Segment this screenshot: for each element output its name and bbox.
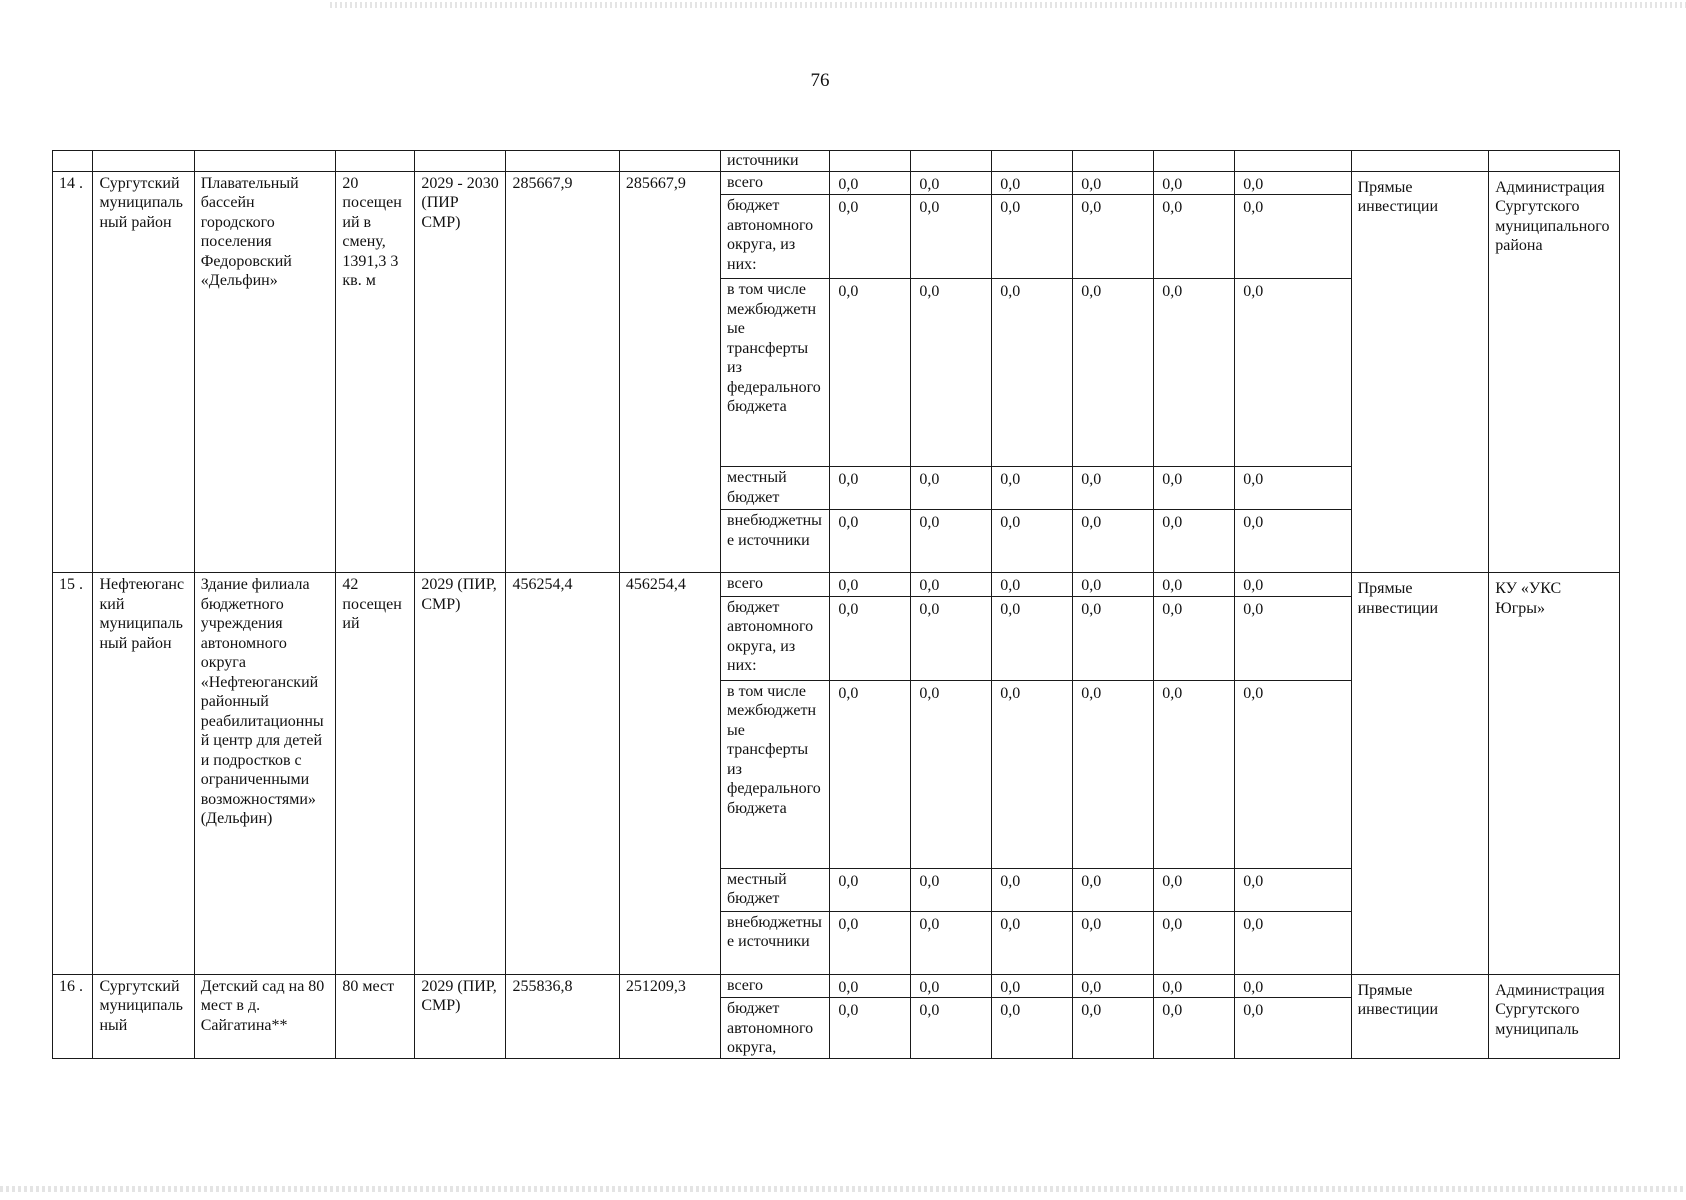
value-cell: 0,0 <box>1154 680 1235 868</box>
header-continuation-row <box>53 151 1620 172</box>
value-cell: 0,0 <box>1073 596 1154 680</box>
value-cell: 0,0 <box>911 974 992 998</box>
value-cell: 0,0 <box>830 195 911 279</box>
value-cell: 0,0 <box>830 573 911 597</box>
value-cell: 0,0 <box>1235 279 1351 467</box>
cost-remaining-cell: 251209,3 <box>619 974 720 1058</box>
value-cell: 0,0 <box>992 868 1073 911</box>
value-cell: 0,0 <box>1154 467 1235 510</box>
value-cell: 0,0 <box>1235 974 1351 998</box>
investment-form-cell: Прямые инвестиции <box>1351 171 1489 573</box>
value-cell: 0,0 <box>1235 911 1351 974</box>
hdr-cell <box>194 151 336 172</box>
source-local: местный бюджет <box>721 467 830 510</box>
hdr-cell <box>53 151 93 172</box>
value-cell: 0,0 <box>830 974 911 998</box>
source-offbudget: внебюджетные источники <box>721 911 830 974</box>
cost-total-cell: 285667,9 <box>506 171 619 573</box>
value-cell: 0,0 <box>830 868 911 911</box>
capacity-cell: 42 посещений <box>336 573 415 975</box>
hdr-cell <box>1235 151 1351 172</box>
value-cell: 0,0 <box>992 171 1073 195</box>
object-cell: Плавательный бассейн городского поселения Федоровский «Дельфин» <box>194 171 336 573</box>
value-cell: 0,0 <box>830 467 911 510</box>
value-cell: 0,0 <box>1154 279 1235 467</box>
hdr-cell <box>1489 151 1620 172</box>
scan-edge-bottom <box>0 1186 1686 1192</box>
value-cell: 0,0 <box>1154 974 1235 998</box>
value-cell: 0,0 <box>1073 195 1154 279</box>
value-cell: 0,0 <box>992 911 1073 974</box>
value-cell: 0,0 <box>1073 510 1154 573</box>
source-total: всего <box>721 974 830 998</box>
hdr-cell <box>336 151 415 172</box>
source-total: всего <box>721 573 830 597</box>
value-cell: 0,0 <box>1073 171 1154 195</box>
cost-total-cell: 456254,4 <box>506 573 619 975</box>
value-cell: 0,0 <box>992 195 1073 279</box>
value-cell: 0,0 <box>911 596 992 680</box>
object-cell: Здание филиала бюджетного учреждения автономного округа «Нефтеюганский районный реабилитационный центр для детей и подростков с ограниченными возможностями» (Дельфин) <box>194 573 336 975</box>
table-row <box>53 171 1620 195</box>
hdr-sources-cell: источники <box>721 151 830 172</box>
value-cell: 0,0 <box>911 195 992 279</box>
source-federal: в том числе межбюджетные трансферты из федерального бюджета <box>721 680 830 868</box>
value-cell: 0,0 <box>911 171 992 195</box>
value-cell: 0,0 <box>830 596 911 680</box>
value-cell: 0,0 <box>1235 868 1351 911</box>
value-cell: 0,0 <box>992 974 1073 998</box>
row-number: 14 . <box>53 171 93 573</box>
value-cell: 0,0 <box>830 998 911 1059</box>
value-cell: 0,0 <box>830 510 911 573</box>
value-cell: 0,0 <box>992 573 1073 597</box>
value-cell: 0,0 <box>1235 998 1351 1059</box>
hdr-cell <box>911 151 992 172</box>
value-cell: 0,0 <box>1235 171 1351 195</box>
municipality-cell: Нефтеюганский муниципальный район <box>93 573 194 975</box>
municipality-cell: Сургутский муниципальный <box>93 974 194 1058</box>
value-cell: 0,0 <box>911 868 992 911</box>
source-autonomous: бюджет автономного округа, из них: <box>721 596 830 680</box>
value-cell: 0,0 <box>992 510 1073 573</box>
value-cell: 0,0 <box>1073 911 1154 974</box>
value-cell: 0,0 <box>1073 467 1154 510</box>
customer-cell: Администрация Сургутского муниципаль <box>1489 974 1620 1058</box>
value-cell: 0,0 <box>1073 573 1154 597</box>
value-cell: 0,0 <box>1073 680 1154 868</box>
source-total: всего <box>721 171 830 195</box>
object-cell: Детский сад на 80 мест в д. Сайгатина** <box>194 974 336 1058</box>
value-cell: 0,0 <box>1235 596 1351 680</box>
investment-table <box>52 150 1620 1059</box>
source-local: местный бюджет <box>721 868 830 911</box>
value-cell: 0,0 <box>992 680 1073 868</box>
value-cell: 0,0 <box>992 467 1073 510</box>
value-cell: 0,0 <box>830 680 911 868</box>
hdr-cell <box>93 151 194 172</box>
hdr-cell <box>415 151 506 172</box>
capacity-cell: 80 мест <box>336 974 415 1058</box>
value-cell: 0,0 <box>992 279 1073 467</box>
value-cell: 0,0 <box>1154 868 1235 911</box>
value-cell: 0,0 <box>911 573 992 597</box>
page-number: 76 <box>810 70 830 91</box>
value-cell: 0,0 <box>1154 998 1235 1059</box>
value-cell: 0,0 <box>1154 911 1235 974</box>
hdr-cell <box>1073 151 1154 172</box>
hdr-cell <box>1154 151 1235 172</box>
source-autonomous: бюджет автономного округа, <box>721 998 830 1059</box>
value-cell: 0,0 <box>1154 596 1235 680</box>
value-cell: 0,0 <box>911 467 992 510</box>
cost-remaining-cell: 285667,9 <box>619 171 720 573</box>
row-number: 15 . <box>53 573 93 975</box>
hdr-cell <box>992 151 1073 172</box>
cost-total-cell: 255836,8 <box>506 974 619 1058</box>
table-row <box>53 974 1620 998</box>
value-cell: 0,0 <box>1154 573 1235 597</box>
table-row <box>53 573 1620 597</box>
period-cell: 2029 (ПИР, СМР) <box>415 974 506 1058</box>
cost-remaining-cell: 456254,4 <box>619 573 720 975</box>
municipality-cell: Сургутский муниципальный район <box>93 171 194 573</box>
value-cell: 0,0 <box>911 680 992 868</box>
row-number: 16 . <box>53 974 93 1058</box>
scan-edge-top <box>330 2 1686 8</box>
value-cell: 0,0 <box>830 279 911 467</box>
value-cell: 0,0 <box>911 911 992 974</box>
investment-form-cell: Прямые инвестиции <box>1351 573 1489 975</box>
value-cell: 0,0 <box>1235 680 1351 868</box>
value-cell: 0,0 <box>992 596 1073 680</box>
value-cell: 0,0 <box>830 171 911 195</box>
value-cell: 0,0 <box>911 510 992 573</box>
value-cell: 0,0 <box>1073 974 1154 998</box>
value-cell: 0,0 <box>1073 868 1154 911</box>
value-cell: 0,0 <box>1235 467 1351 510</box>
hdr-cell <box>1351 151 1489 172</box>
customer-cell: КУ «УКС Югры» <box>1489 573 1620 975</box>
investment-form-cell: Прямые инвестиции <box>1351 974 1489 1058</box>
source-federal: в том числе межбюджетные трансферты из федерального бюджета <box>721 279 830 467</box>
period-cell: 2029 (ПИР, СМР) <box>415 573 506 975</box>
period-cell: 2029 - 2030 (ПИР СМР) <box>415 171 506 573</box>
hdr-cell <box>506 151 619 172</box>
value-cell: 0,0 <box>1154 171 1235 195</box>
value-cell: 0,0 <box>1154 510 1235 573</box>
customer-cell: Администрация Сургутского муниципального района <box>1489 171 1620 573</box>
source-autonomous: бюджет автономного округа, из них: <box>721 195 830 279</box>
value-cell: 0,0 <box>1235 195 1351 279</box>
source-offbudget: внебюджетные источники <box>721 510 830 573</box>
value-cell: 0,0 <box>1235 573 1351 597</box>
value-cell: 0,0 <box>1154 195 1235 279</box>
hdr-cell <box>619 151 720 172</box>
value-cell: 0,0 <box>830 911 911 974</box>
hdr-cell <box>830 151 911 172</box>
value-cell: 0,0 <box>911 998 992 1059</box>
value-cell: 0,0 <box>1073 279 1154 467</box>
value-cell: 0,0 <box>1073 998 1154 1059</box>
value-cell: 0,0 <box>911 279 992 467</box>
value-cell: 0,0 <box>1235 510 1351 573</box>
value-cell: 0,0 <box>992 998 1073 1059</box>
capacity-cell: 20 посещений в смену, 1391,3 3 кв. м <box>336 171 415 573</box>
